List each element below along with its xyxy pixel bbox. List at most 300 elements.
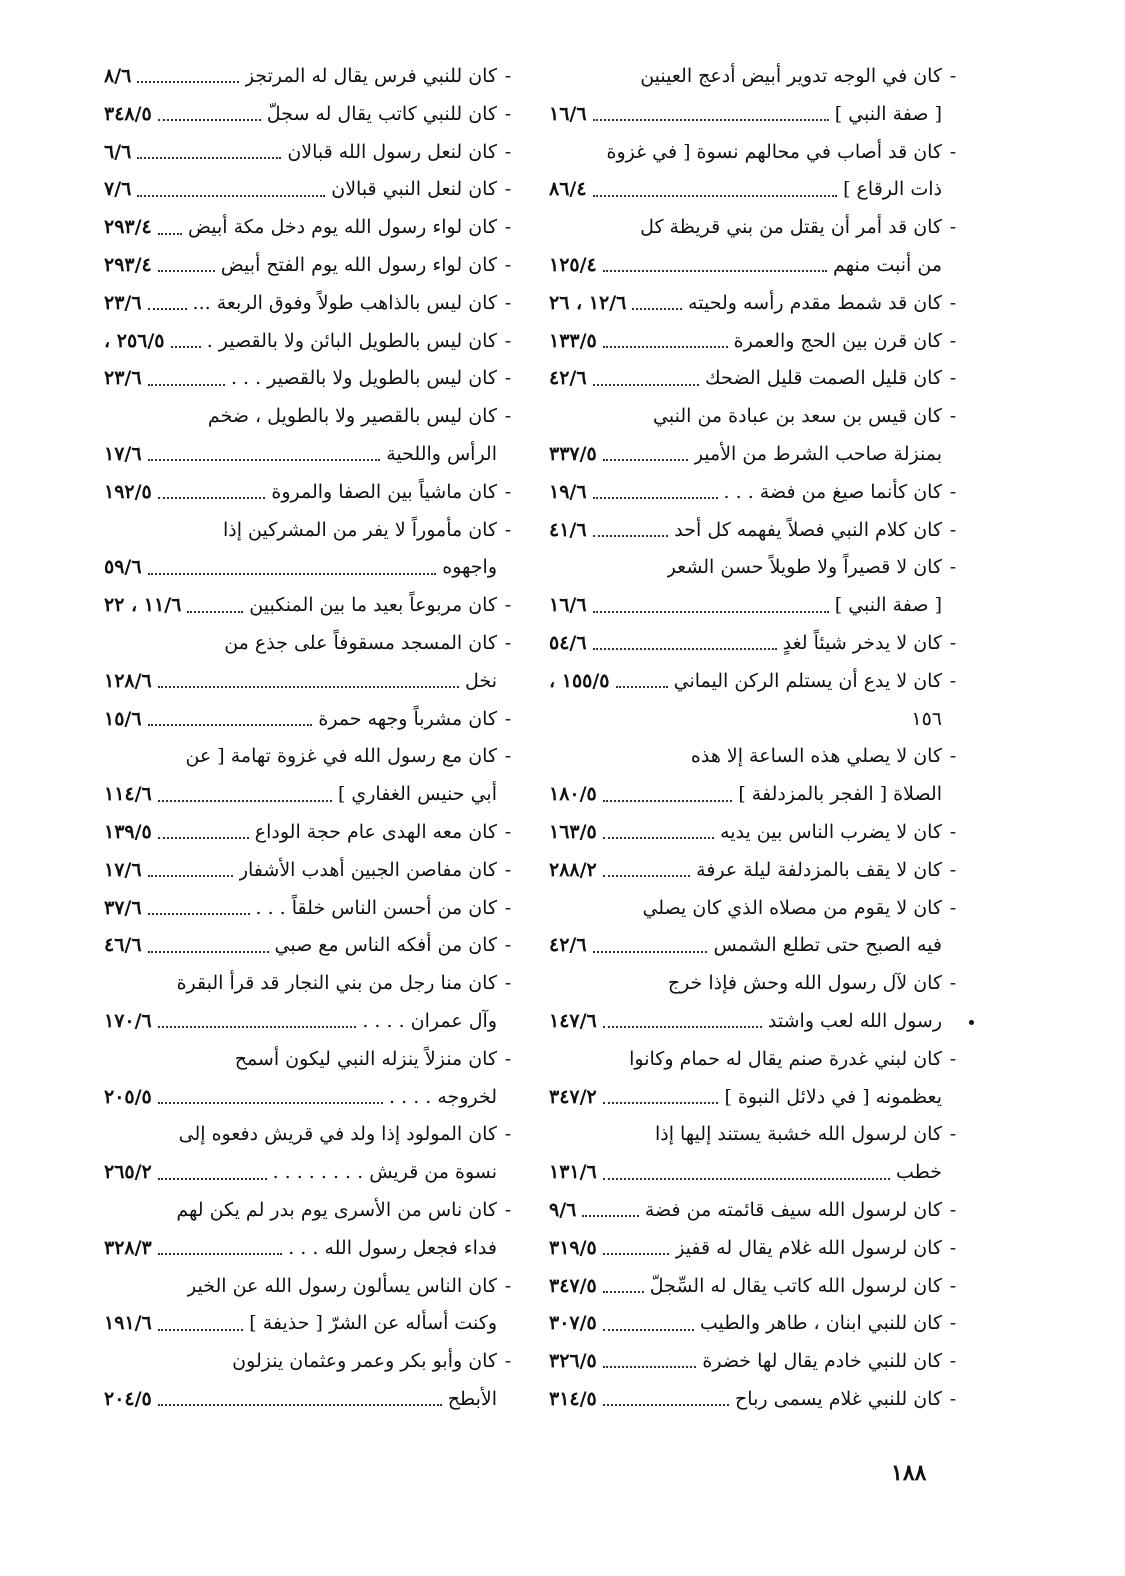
entry-dash: - <box>949 480 957 503</box>
index-entry-line <box>104 663 519 701</box>
index-entry-line <box>549 436 964 474</box>
index-entry-line <box>549 171 964 209</box>
entry-text: كان لا قصيراً ولا طويلاً حسن الشعر <box>666 556 942 579</box>
dot-leader <box>137 194 325 197</box>
entry-text: كان ليس بالطويل البائن ولا بالقصير . <box>206 329 497 352</box>
dot-leader <box>593 496 718 499</box>
entry-text: كان لا يضرب الناس بين يديه <box>720 820 942 843</box>
entry-page-reference: ٣١٩/٥ <box>549 1236 597 1259</box>
dot-leader <box>158 799 332 802</box>
entry-text: كان مربوعاً بعيد ما بين المنكبين <box>249 594 497 617</box>
index-entry-line <box>104 209 519 247</box>
entry-text: كان لواء رسول الله يوم الفتح أبيض <box>220 253 497 276</box>
entry-page-reference: ٣٣٧/٥ <box>549 442 597 465</box>
entry-text: كان منزلاً ينزله النبي ليكون أسمح <box>234 1047 497 1070</box>
entry-text: كان قرن بين الحج والعمرة <box>733 329 942 352</box>
entry-dash: - <box>504 896 512 919</box>
entry-page-reference: ٥٩/٦ <box>104 556 142 579</box>
entry-text: الصلاة [ الفجر بالمزدلفة ] <box>738 783 942 806</box>
entry-dash: - <box>949 140 957 163</box>
index-entry-line <box>104 58 519 96</box>
index-entry-line <box>549 323 964 361</box>
dot-leader <box>603 1290 644 1293</box>
entry-page-reference: ١٢/٦ ، ٢٦ <box>549 291 627 314</box>
index-entry-line <box>104 1192 519 1230</box>
entry-page-reference: ١١/٦ ، ٢٢ <box>104 594 182 617</box>
dot-leader <box>603 1403 729 1406</box>
entry-page-reference: ١٢٥/٤ <box>549 253 597 276</box>
dot-leader <box>603 874 690 877</box>
entry-text: خطب <box>896 1161 942 1184</box>
entry-text: كان لا يدع أن يستلم الركن اليماني <box>673 669 942 692</box>
dot-leader <box>148 723 313 726</box>
dot-leader <box>148 912 250 915</box>
entry-dash: - <box>949 669 957 692</box>
entry-page-reference: ٤٦/٦ <box>104 934 142 957</box>
index-entry-line <box>549 58 964 96</box>
index-entry-line <box>549 209 964 247</box>
entry-text: كان مشرباً وجهه حمرة <box>318 707 497 730</box>
entry-dash: - <box>504 1047 512 1070</box>
entry-dash: - <box>504 972 512 995</box>
index-entry-line <box>549 512 964 550</box>
entry-dash: - <box>504 1274 512 1297</box>
index-entry-line <box>104 549 519 587</box>
index-entry-line <box>549 776 964 814</box>
entry-text: الأبطح <box>447 1387 497 1410</box>
dot-leader <box>137 80 238 83</box>
index-entry-line <box>104 890 519 928</box>
dot-leader <box>137 156 281 159</box>
stray-mark <box>969 1020 974 1025</box>
entry-page-reference: ١٦٣/٥ <box>549 820 597 843</box>
index-entry-line <box>104 1230 519 1268</box>
index-entry-line <box>104 1305 519 1343</box>
index-entry-line <box>104 814 519 852</box>
index-column-left <box>104 58 519 1419</box>
dot-leader <box>593 950 708 953</box>
dot-leader <box>632 307 682 310</box>
index-entry-line <box>104 512 519 550</box>
index-entry-line <box>549 587 964 625</box>
entry-dash: - <box>504 329 512 352</box>
entry-text: كان كلام النبي فصلاً يفهمه كل أحد <box>674 518 942 541</box>
index-entry-line <box>549 285 964 323</box>
entry-dash: - <box>949 518 957 541</box>
entry-dash: - <box>949 556 957 579</box>
entry-dash: - <box>949 405 957 428</box>
dot-leader <box>158 269 215 272</box>
index-entry-line <box>549 663 964 701</box>
dot-leader <box>593 647 777 650</box>
entry-dash: - <box>504 820 512 843</box>
entry-text: كان في الوجه تدوير أبيض أدعج العينين <box>640 65 942 87</box>
index-entry-line <box>549 701 964 739</box>
index-entry-line <box>104 1041 519 1079</box>
entry-page-reference: ٣٠٧/٥ <box>549 1312 597 1335</box>
entry-page-reference: ٢٥٦/٥ ، <box>104 329 165 352</box>
entry-text: كان لرسول الله كاتب يقال له السِّجلّ <box>649 1274 942 1297</box>
entry-text: رسول الله لعب واشتد <box>767 1009 942 1032</box>
entry-dash: - <box>949 896 957 919</box>
entry-page-reference: ٦/٦ <box>104 140 132 163</box>
entry-text: كان لا يقوم من مصلاه الذي كان يصلي <box>642 896 942 919</box>
dot-leader <box>171 345 201 348</box>
index-entry-line <box>549 1343 964 1381</box>
index-entry-line <box>549 625 964 663</box>
entry-page-reference: ١١٤/٦ <box>104 783 152 806</box>
index-entry-line <box>549 398 964 436</box>
index-entry-line <box>104 1381 519 1419</box>
dot-leader <box>603 458 688 461</box>
index-entry-line <box>549 549 964 587</box>
entry-page-reference: ٩/٦ <box>549 1198 577 1221</box>
entry-dash: - <box>949 1236 957 1259</box>
entry-dash: - <box>949 1387 957 1410</box>
dot-leader <box>148 874 233 877</box>
dot-leader <box>158 1252 282 1255</box>
entry-dash: - <box>504 518 512 541</box>
index-entry-line <box>104 625 519 663</box>
dot-leader <box>603 1177 890 1180</box>
entry-text: كان للنبي كاتب يقال له سجلّ <box>266 102 497 125</box>
entry-text: يعظمونه [ في دلائل النبوة ] <box>724 1085 942 1108</box>
index-entry-line <box>104 1003 519 1041</box>
entry-text: أبي حنيس الغفاري ] <box>337 783 497 806</box>
index-entry-line <box>549 927 964 965</box>
entry-dash: - <box>949 972 957 995</box>
index-entry-line <box>104 96 519 134</box>
index-entry-line <box>104 247 519 285</box>
index-entry-line <box>549 134 964 172</box>
index-entry-line <box>104 1343 519 1381</box>
entry-page-reference: ١٣٩/٥ <box>104 820 152 843</box>
index-entry-line <box>104 360 519 398</box>
entry-text: وآل عمران . . . . <box>362 1009 497 1032</box>
index-entry-line <box>549 890 964 928</box>
entry-page-reference: ٥٤/٦ <box>549 631 587 654</box>
entry-dash: - <box>504 1198 512 1221</box>
entry-text: نخل <box>465 669 497 692</box>
entry-text: ١٥٦ <box>911 707 942 730</box>
entry-text: كان لرسول الله سيف قائمته من فضة <box>644 1198 942 1221</box>
entry-dash: - <box>504 480 512 503</box>
dot-leader <box>148 383 225 386</box>
entry-text: كان الناس يسألون رسول الله عن الخير <box>186 1274 497 1297</box>
entry-page-reference: ١٦/٦ <box>549 594 587 617</box>
entry-page-reference: ٨/٦ <box>104 65 132 87</box>
entry-page-reference: ٣٢٦/٥ <box>549 1350 597 1373</box>
index-entry-line <box>104 965 519 1003</box>
entry-text: كان ليس بالذاهب طولاً وفوق الربعة ... <box>192 291 497 314</box>
entry-text: بمنزلة صاحب الشرط من الأمير <box>693 442 942 465</box>
dot-leader <box>593 610 829 613</box>
entry-dash: - <box>504 858 512 881</box>
dot-leader <box>158 685 459 688</box>
index-entry-line <box>104 927 519 965</box>
index-entry-line <box>549 247 964 285</box>
index-entry-line <box>104 134 519 172</box>
entry-dash: - <box>504 405 512 428</box>
entry-dash: - <box>504 631 512 654</box>
entry-dash: - <box>949 858 957 881</box>
index-entry-line <box>549 96 964 134</box>
entry-text: كان لنعل النبي قبالان <box>331 178 497 201</box>
entry-text: كان المولود إذا ولد في قريش دفعوه إلى <box>178 1123 497 1146</box>
index-entry-line <box>549 1079 964 1117</box>
entry-page-reference: ١٩٢/٥ <box>104 480 152 503</box>
entry-page-reference: ٢٠٤/٥ <box>104 1387 152 1410</box>
entry-text: كان لآل رسول الله وحش فإذا خرج <box>667 972 942 995</box>
entry-text: كان مأموراً لا يفر من المشركين إذا <box>222 518 497 541</box>
entry-text: كان معه الهدى عام حجة الوداع <box>254 820 497 843</box>
index-entry-line <box>104 1116 519 1154</box>
entry-page-reference: ٣٤٨/٥ <box>104 102 152 125</box>
entry-dash: - <box>504 291 512 314</box>
dot-leader <box>603 269 827 272</box>
dot-leader <box>593 534 669 537</box>
entry-dash: - <box>949 65 957 87</box>
index-entry-line <box>104 285 519 323</box>
dot-leader <box>593 118 829 121</box>
index-entry-line <box>104 474 519 512</box>
entry-page-reference: ٤٢/٦ <box>549 934 587 957</box>
entry-dash: - <box>504 1123 512 1146</box>
dot-leader <box>158 496 266 499</box>
entry-page-reference: ١٩١/٦ <box>104 1312 152 1335</box>
entry-page-reference: ١٨٠/٥ <box>549 783 597 806</box>
entry-page-reference: ١٥٥/٥ ، <box>549 669 610 692</box>
dot-leader <box>603 1101 719 1104</box>
dot-leader <box>582 1214 638 1217</box>
entry-dash: - <box>504 594 512 617</box>
index-entry-line <box>104 1079 519 1117</box>
entry-dash: - <box>949 1123 957 1146</box>
entry-text: كان لواء رسول الله يوم دخل مكة أبيض <box>187 216 497 239</box>
entry-page-reference: ٣٤٧/٢ <box>549 1085 597 1108</box>
dot-leader <box>148 458 381 461</box>
dot-leader <box>158 1403 442 1406</box>
dot-leader <box>603 1025 762 1028</box>
entry-dash: - <box>504 178 512 201</box>
entry-dash: - <box>949 1312 957 1335</box>
entry-text: الرأس واللحية <box>386 442 497 465</box>
entry-dash: - <box>504 65 512 87</box>
entry-text: كان لا يصلي هذه الساعة إلا هذه <box>690 745 942 768</box>
entry-text: ذات الرقاع ] <box>843 178 942 201</box>
entry-text: كان لبني غدرة صنم يقال له حمام وكانوا <box>629 1047 942 1070</box>
entry-page-reference: ٢٠٥/٥ <box>104 1085 152 1108</box>
dot-leader <box>187 610 243 613</box>
dot-leader <box>158 1101 383 1104</box>
entry-text: كان المسجد مسقوفاً على جذع من <box>224 631 497 654</box>
index-entry-line <box>549 1003 964 1041</box>
entry-text: كان ناس من الأسرى يوم بدر لم يكن لهم <box>176 1198 497 1221</box>
entry-text: كان ليس بالقصير ولا بالطويل ، ضخم <box>207 405 497 428</box>
dot-leader <box>158 118 261 121</box>
entry-page-reference: ١٩/٦ <box>549 480 587 503</box>
index-entry-line <box>549 1381 964 1419</box>
entry-page-reference: ٤٢/٦ <box>549 367 587 390</box>
index-entry-line <box>549 814 964 852</box>
page-number: ١٨٨ <box>891 1460 927 1486</box>
entry-text: فداء فجعل رسول الله . . . <box>288 1236 497 1259</box>
entry-page-reference: ١٧/٦ <box>104 442 142 465</box>
entry-page-reference: ٢٨٨/٢ <box>549 858 597 881</box>
dot-leader <box>158 1328 243 1331</box>
entry-text: كان ماشياً بين الصفا والمروة <box>271 480 497 503</box>
dot-leader <box>148 307 187 310</box>
entry-page-reference: ٢٩٣/٤ <box>104 216 152 239</box>
entry-page-reference: ٢٣/٦ <box>104 367 142 390</box>
entry-dash: - <box>949 367 957 390</box>
dot-leader <box>158 1025 357 1028</box>
entry-text: لخروجه . . . . <box>389 1085 497 1108</box>
index-entry-line <box>104 738 519 776</box>
entry-text: كان لرسول الله خشبة يستند إليها إذا <box>654 1123 942 1146</box>
entry-page-reference: ٤١/٦ <box>549 518 587 541</box>
entry-text: فيه الصبح حتى تطلع الشمس <box>713 934 942 957</box>
entry-text: كان للنبي ابنان ، طاهر والطيب <box>699 1312 942 1335</box>
entry-page-reference: ١٤٧/٦ <box>549 1009 597 1032</box>
index-entry-line <box>549 1116 964 1154</box>
entry-text: كان للنبي غلام يسمى رباح <box>735 1387 942 1410</box>
index-entry-line <box>104 323 519 361</box>
index-entry-line <box>549 1041 964 1079</box>
dot-leader <box>603 836 714 839</box>
entry-dash: - <box>504 745 512 768</box>
entry-page-reference: ٣٧/٦ <box>104 896 142 919</box>
entry-page-reference: ٢٩٣/٤ <box>104 253 152 276</box>
entry-page-reference: ١٣١/٦ <box>549 1161 597 1184</box>
entry-text: كان وأبو بكر وعمر وعثمان ينزلون <box>232 1350 497 1373</box>
entry-text: كان قد شمط مقدم رأسه ولحيته <box>688 291 942 314</box>
dot-leader <box>148 950 269 953</box>
entry-page-reference: ١٥/٦ <box>104 707 142 730</box>
entry-page-reference: ٧/٦ <box>104 178 132 201</box>
entry-text: كان قد أصاب في محالهم نسوة [ في غزوة <box>606 140 942 163</box>
entry-page-reference: ٣١٤/٥ <box>549 1387 597 1410</box>
entry-dash: - <box>949 631 957 654</box>
entry-page-reference: ١٣٣/٥ <box>549 329 597 352</box>
entry-page-reference: ١٦/٦ <box>549 102 587 125</box>
entry-text: كان كأنما صيغ من فضة . . . <box>723 480 942 503</box>
entry-text: كان للنبي فرس يقال له المرتجز <box>244 65 497 87</box>
entry-dash: - <box>504 102 512 125</box>
entry-text: كان مفاصن الجبين أهدب الأشفار <box>238 858 497 881</box>
entry-page-reference: ١٧/٦ <box>104 858 142 881</box>
entry-text: من أنبت منهم <box>833 253 942 276</box>
index-entry-line <box>549 1305 964 1343</box>
index-entry-line <box>549 965 964 1003</box>
entry-page-reference: ٢٦٥/٢ <box>104 1161 152 1184</box>
entry-text: كان للنبي خادم يقال لها خضرة <box>702 1350 942 1373</box>
entry-text: كان لا يدخر شيئاً لغدٍ <box>782 631 942 654</box>
index-entry-line <box>549 1192 964 1230</box>
entry-page-reference: ١٢٨/٦ <box>104 669 152 692</box>
entry-page-reference: ٢٣/٦ <box>104 291 142 314</box>
entry-dash: - <box>504 216 512 239</box>
dot-leader <box>603 1328 694 1331</box>
entry-dash: - <box>949 1047 957 1070</box>
entry-dash: - <box>504 934 512 957</box>
dot-leader <box>603 345 728 348</box>
dot-leader <box>593 383 699 386</box>
index-entry-line <box>549 738 964 776</box>
entry-text: كان مع رسول الله في غزوة تهامة [ عن <box>185 745 497 768</box>
index-entry-line <box>104 587 519 625</box>
entry-dash: - <box>504 140 512 163</box>
entry-text: كان قيس بن سعد بن عبادة من النبي <box>653 405 942 428</box>
dot-leader <box>158 232 182 235</box>
index-entry-line <box>549 1230 964 1268</box>
index-entry-line <box>104 1268 519 1306</box>
entry-text: كان لا يقف بالمزدلفة ليلة عرفة <box>696 858 942 881</box>
entry-dash: - <box>949 1350 957 1373</box>
entry-text: كان من أحسن الناس خلقاً . . . <box>255 896 497 919</box>
entry-page-reference: ١٧٠/٦ <box>104 1009 152 1032</box>
entry-text: وكنت أسأله عن الشرّ [ حذيفة ] <box>249 1312 497 1335</box>
dot-leader <box>603 1365 697 1368</box>
entry-dash: - <box>949 820 957 843</box>
index-entry-line <box>104 171 519 209</box>
dot-leader <box>148 572 437 575</box>
entry-dash: - <box>504 367 512 390</box>
entry-text: كان لرسول الله غلام يقال له قفيز <box>675 1236 942 1259</box>
entry-text: [ صفة النبي ] <box>834 594 942 617</box>
index-entry-line <box>104 701 519 739</box>
entry-text: كان قليل الصمت قليل الضحك <box>705 367 942 390</box>
entry-text: كان لنعل رسول الله قبالان <box>287 140 497 163</box>
entry-dash: - <box>949 745 957 768</box>
dot-leader <box>616 685 668 688</box>
index-column-right <box>549 58 964 1419</box>
index-entry-line <box>104 852 519 890</box>
entry-dash: - <box>949 1274 957 1297</box>
dot-leader <box>158 1177 267 1180</box>
index-entry-line <box>549 1154 964 1192</box>
entry-text: [ صفة النبي ] <box>834 102 942 125</box>
index-entry-line <box>104 1154 519 1192</box>
entry-dash: - <box>504 253 512 276</box>
entry-page-reference: ٨٦/٤ <box>549 178 587 201</box>
entry-dash: - <box>949 1198 957 1221</box>
entry-text: كان منا رجل من بني النجار قد قرأ البقرة <box>176 972 497 995</box>
entry-text: نسوة من قريش . . . . . . . . <box>272 1161 497 1184</box>
entry-text: كان من أفكه الناس مع صبي <box>274 934 497 957</box>
index-entry-line <box>104 398 519 436</box>
entry-dash: - <box>949 329 957 352</box>
dot-leader <box>603 1252 669 1255</box>
entry-text: كان قد أمر أن يقتل من بني قريظة كل <box>640 216 942 239</box>
entry-text: واجهوه <box>442 556 497 579</box>
entry-dash: - <box>949 216 957 239</box>
dot-leader <box>593 194 838 197</box>
entry-page-reference: ٣٤٧/٥ <box>549 1274 597 1297</box>
index-entry-line <box>549 360 964 398</box>
entry-page-reference: ٣٢٨/٣ <box>104 1236 152 1259</box>
index-entry-line <box>549 1268 964 1306</box>
index-entry-line <box>549 852 964 890</box>
entry-dash: - <box>504 1350 512 1373</box>
entry-text: كان ليس بالطويل ولا بالقصير . . . <box>230 367 497 390</box>
entry-dash: - <box>949 291 957 314</box>
index-entry-line <box>549 474 964 512</box>
dot-leader <box>158 836 249 839</box>
index-entry-line <box>104 436 519 474</box>
dot-leader <box>603 799 733 802</box>
entry-dash: - <box>504 707 512 730</box>
